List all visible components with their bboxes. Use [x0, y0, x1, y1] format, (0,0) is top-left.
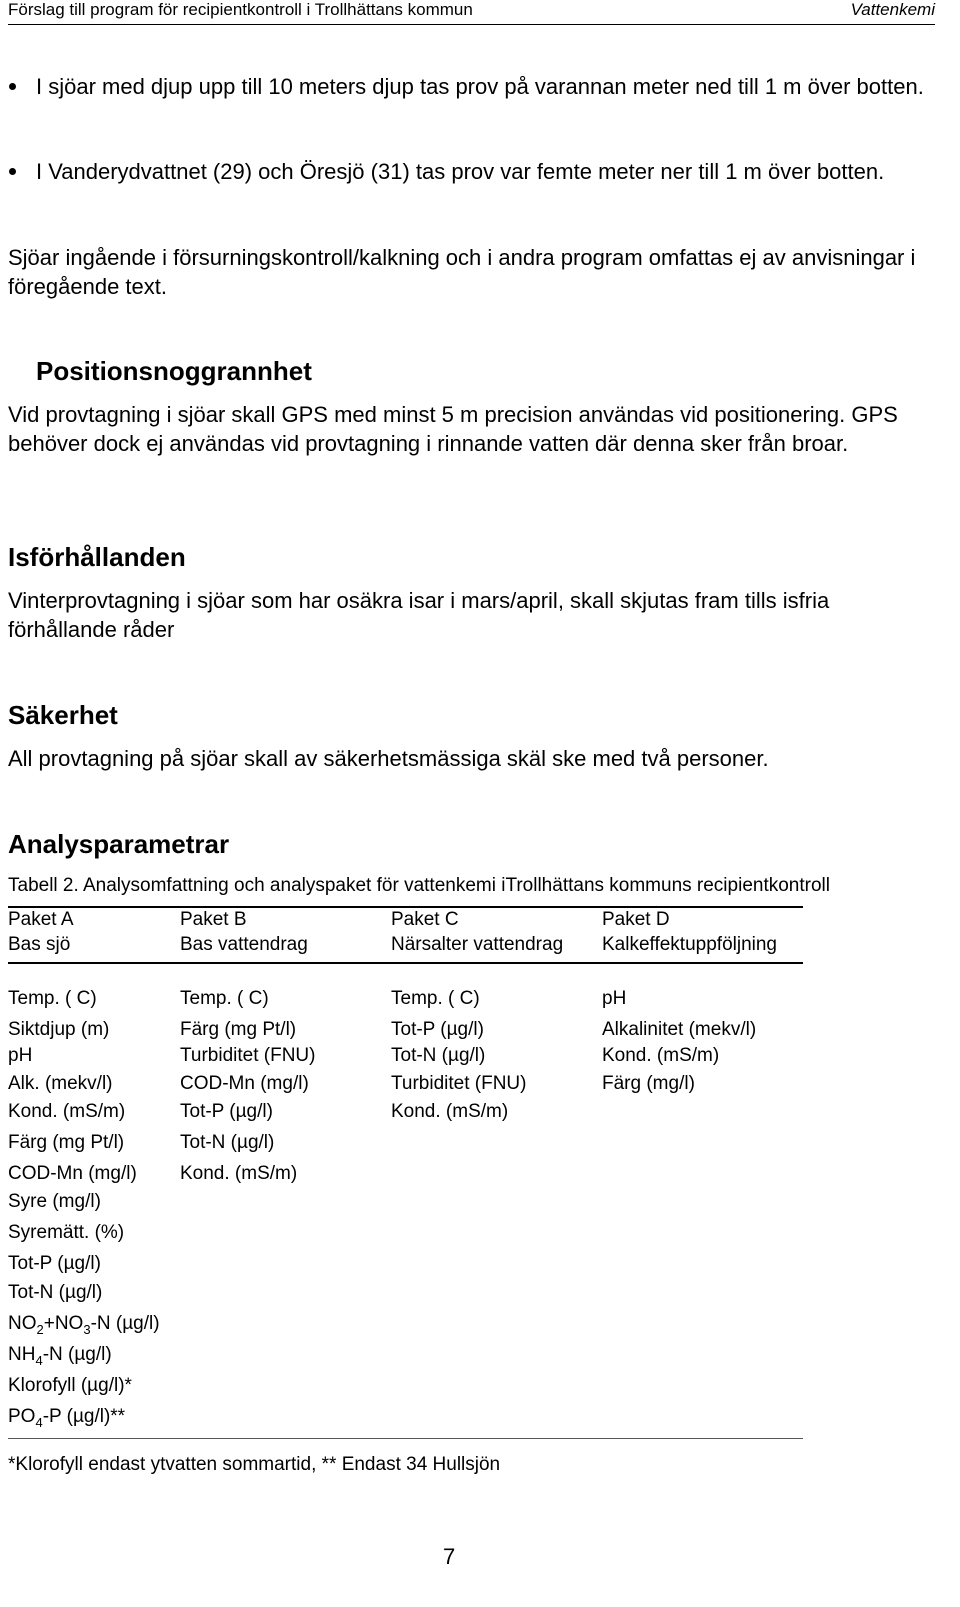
table-header-cell: Paket B [180, 909, 247, 930]
document-title: Förslag till program för recipientkontroll i Trollhättans kommun [8, 0, 473, 19]
heading-ice: Isförhållanden [8, 542, 186, 572]
page-header [8, 0, 935, 25]
table-cell: Turbiditet (FNU) [180, 1045, 316, 1066]
table-cell: Temp. ( C) [391, 988, 480, 1009]
table-caption: Tabell 2. Analysomfattning och analyspaket för vattenkemi iTrollhättans kommuns recipientkontroll [8, 875, 830, 896]
table-cell: $PO_4-P$ (µg/l)** [8, 1406, 126, 1430]
table-cell: Tot-P (µg/l) [180, 1101, 273, 1122]
heading-safety: Säkerhet [8, 700, 118, 730]
table-cell: Siktdjup (m) [8, 1019, 110, 1040]
table-cell: Färg (mg Pt/l) [180, 1019, 297, 1040]
table-header-cell: Paket C [391, 909, 459, 930]
table-bottom-rule [8, 1438, 803, 1439]
table-cell: Tot-N (µg/l) [391, 1045, 486, 1066]
table-cell: Tot-P (µg/l) [391, 1019, 484, 1040]
section-name: Vattenkemi [850, 0, 935, 19]
table-cell: Alk. (mekv/l) [8, 1073, 113, 1094]
table-cell: Alkalinitet (mekv/l) [602, 1019, 757, 1040]
table-cell: Tot-N (µg/l) [180, 1132, 275, 1153]
heading-analysis: Analysparametrar [8, 829, 230, 859]
table-cell: Färg (mg/l) [602, 1073, 695, 1094]
intro-paragraph: Sjöar ingående i försurningskontroll/kalkning och i andra program omfattas ej av anvisningar i föregående text. [8, 245, 916, 299]
table-cell: Tot-P (µg/l) [8, 1253, 101, 1274]
table-cell: Turbiditet (FNU) [391, 1073, 527, 1094]
table-cell: COD-Mn (mg/l) [180, 1073, 309, 1094]
page-number: 7 [443, 1544, 456, 1569]
table-cell: Tot-N (µg/l) [8, 1282, 103, 1303]
table-cell: Kond. (mS/m) [602, 1045, 720, 1066]
table-footnote: *Klorofyll endast ytvatten sommartid, ** Endast 34 Hullsjön [8, 1454, 501, 1475]
table-cell: $NO_2+NO_3-N$ (µg/l) [8, 1313, 160, 1337]
position-text: Vid provtagning i sjöar skall GPS med minst 5 m precision användas vid positionering. GPS behöver dock ej användas vid provtagning i rinnande vatten där denna sker från broar. [8, 402, 898, 456]
table-header-cell: Paket D [602, 909, 670, 930]
table-header-cell: Närsalter vattendrag [391, 934, 564, 955]
bullet-item: I Vanderydvattnet (29) och Öresjö (31) tas prov var femte meter ner till 1 m över botten. [36, 157, 936, 186]
table-cell: Temp. ( C) [8, 988, 97, 1009]
table-cell: Kond. (mS/m) [391, 1101, 509, 1122]
table-cell: Temp. ( C) [180, 988, 269, 1009]
heading-position: Positionsnoggrannhet [36, 356, 312, 386]
table-cell: COD-Mn (mg/l) [8, 1163, 137, 1184]
table-cell: pH [8, 1045, 33, 1066]
safety-text: All provtagning på sjöar skall av säkerhetsmässiga skäl ske med två personer. [8, 746, 769, 771]
ice-text: Vinterprovtagning i sjöar som har osäkra isar i mars/april, skall skjutas fram tills isfria förhållande råder [8, 588, 830, 642]
table-cell: Färg (mg Pt/l) [8, 1132, 125, 1153]
table-header-cell: Bas vattendrag [180, 934, 308, 955]
table-header-rule [8, 962, 803, 964]
table-cell: pH [602, 988, 627, 1009]
table-cell: Syre (mg/l) [8, 1191, 101, 1212]
table-header-cell: Kalkeffektuppföljning [602, 934, 777, 955]
table-cell: Kond. (mS/m) [8, 1101, 126, 1122]
table-cell: Syremätt. (%) [8, 1222, 125, 1243]
table-cell: Klorofyll (µg/l)* [8, 1375, 132, 1396]
table-cell: $NH_4-N$ (µg/l) [8, 1344, 112, 1368]
table-header-cell: Paket A [8, 909, 74, 930]
table-header-cell: Bas sjö [8, 934, 71, 955]
table-cell: Kond. (mS/m) [180, 1163, 298, 1184]
bullet-item: I sjöar med djup upp till 10 meters djup tas prov på varannan meter ned till 1 m över botten. [36, 72, 936, 101]
